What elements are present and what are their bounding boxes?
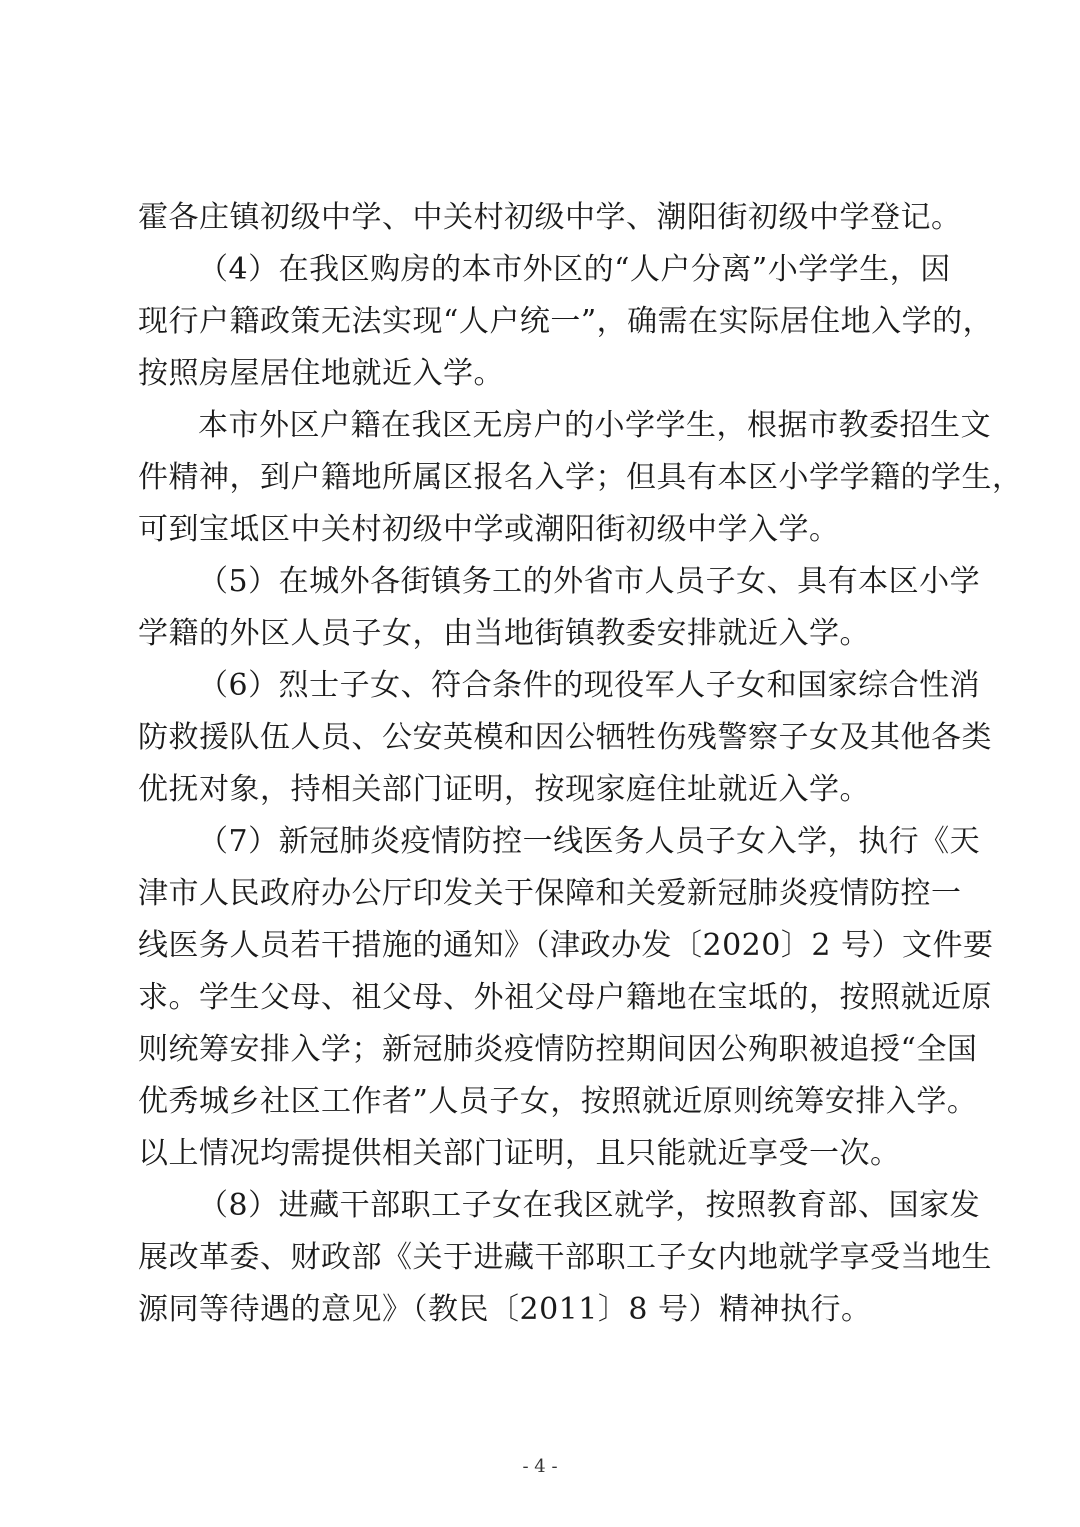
- text-line: 件精神，到户籍地所属区报名入学；但具有本区小学学籍的学生，: [138, 460, 1023, 495]
- text-line: 防救援队伍人员、公安英模和因公牺牲伤残警察子女及其他各类: [138, 720, 992, 755]
- text-line: 优秀城乡社区工作者”人员子女，按照就近原则统筹安排入学。: [138, 1084, 978, 1119]
- text-line: 现行户籍政策无法实现“人户统一”，确需在实际居住地入学的，: [138, 304, 994, 339]
- page-number: - 4 -: [522, 1456, 558, 1477]
- text-line: 优抚对象，持相关部门证明，按现家庭住址就近入学。: [138, 772, 870, 807]
- text-line: 求。学生父母、祖父母、外祖父母户籍地在宝坻的，按照就近原: [138, 980, 992, 1015]
- text-line: 霍各庄镇初级中学、中关村初级中学、潮阳街初级中学登记。: [138, 200, 962, 235]
- text-line: 以上情况均需提供相关部门证明，且只能就近享受一次。: [138, 1136, 901, 1171]
- text-line: （7）新冠肺炎疫情防控一线医务人员子女入学，执行《天: [198, 824, 981, 859]
- text-line: （8）进藏干部职工子女在我区就学，按照教育部、国家发: [198, 1188, 981, 1223]
- body-text: [138, 192, 1023, 1336]
- text-line: （4）在我区购房的本市外区的“人户分离”小学学生，因: [198, 252, 951, 287]
- text-line: （5）在城外各街镇务工的外省市人员子女、具有本区小学: [198, 564, 981, 599]
- text-line: 本市外区户籍在我区无房户的小学学生，根据市教委招生文: [198, 408, 991, 443]
- text-line: 则统筹安排入学；新冠肺炎疫情防控期间因公殉职被追授“全国: [138, 1032, 978, 1067]
- text-line: 津市人民政府办公厅印发关于保障和关爱新冠肺炎疫情防控一: [138, 876, 962, 911]
- text-line: （6）烈士子女、符合条件的现役军人子女和国家综合性消: [198, 668, 981, 703]
- text-line: 线医务人员若干措施的通知》（津政办发〔2020〕2 号）文件要: [138, 928, 994, 963]
- text-line: 展改革委、财政部《关于进藏干部职工子女内地就学享受当地生: [138, 1240, 992, 1275]
- text-line: 按照房屋居住地就近入学。: [138, 356, 504, 391]
- text-line: 可到宝坻区中关村初级中学或潮阳街初级中学入学。: [138, 512, 840, 547]
- text-line: 源同等待遇的意见》（教民〔2011〕8 号）精神执行。: [138, 1292, 872, 1327]
- text-line: 学籍的外区人员子女，由当地街镇教委安排就近入学。: [138, 616, 870, 651]
